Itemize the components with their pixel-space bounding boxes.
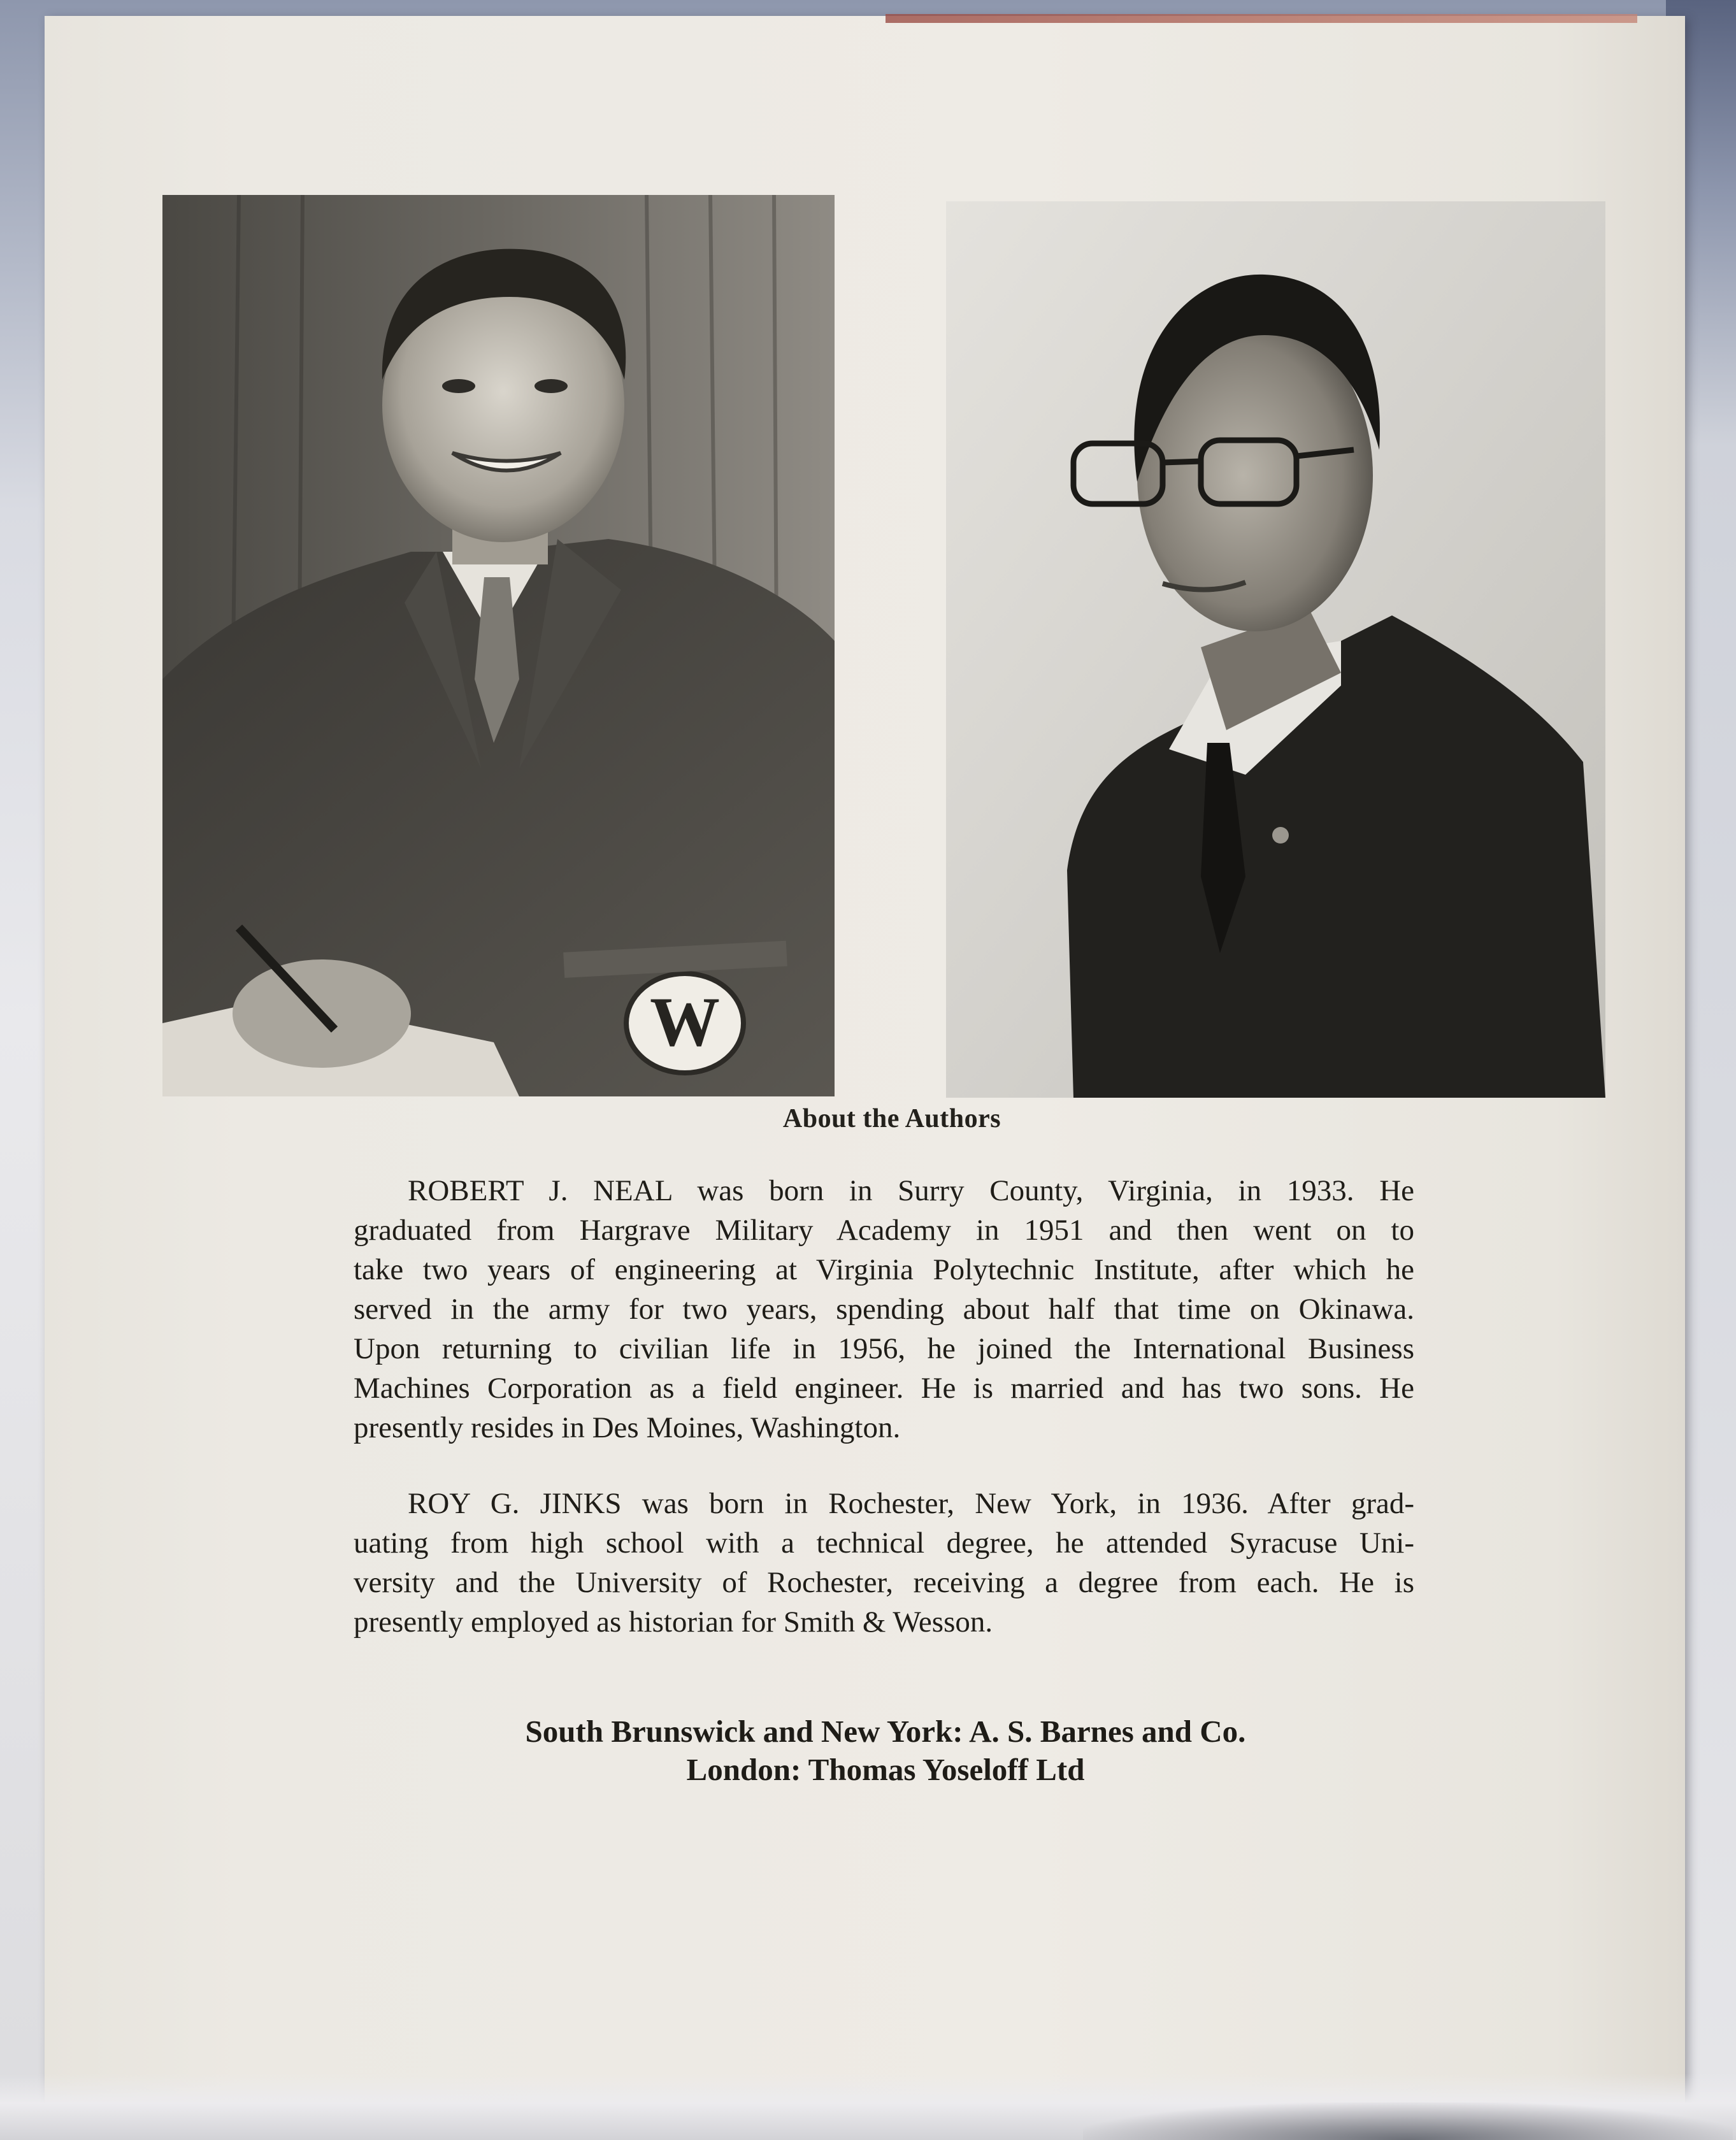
bio-line: served in the army for two years, spending about half that time on Okinawa.	[354, 1293, 1414, 1326]
bio-line: versity and the University of Rochester, receiving a degree from each. He is	[354, 1566, 1414, 1599]
bio-roy-jinks	[354, 1484, 1414, 1642]
bio-line: uating from high school with a technical degree, he attended Syracuse Uni-	[354, 1526, 1414, 1560]
svg-text:W: W	[650, 983, 720, 1061]
bio-line: take two years of engineering at Virginia Polytechnic Institute, after which he	[354, 1253, 1414, 1286]
bio-robert-neal	[354, 1171, 1414, 1447]
bio-line: graduated from Hargrave Military Academy in 1951 and then went on to	[354, 1214, 1414, 1247]
bottom-curl-shadow	[1083, 2102, 1733, 2140]
jinks-portrait-illustration	[946, 201, 1605, 1098]
page-heading: About the Authors	[782, 1104, 1001, 1133]
bio-line: Machines Corporation as a field engineer. He is married and has two sons. He	[354, 1372, 1414, 1405]
bio-line: presently employed as historian for Smith & Wesson.	[354, 1605, 993, 1639]
neal-portrait-illustration	[162, 195, 835, 1096]
bio-line: ROBERT J. NEAL was born in Surry County, Virginia, in 1933. He	[408, 1174, 1414, 1207]
bio-line: presently resides in Des Moines, Washington.	[354, 1411, 901, 1444]
author-photo-neal	[162, 195, 835, 1096]
sw-badge-icon	[626, 973, 743, 1073]
jacket-top-edge	[886, 14, 1637, 23]
author-photo-jinks	[946, 201, 1605, 1098]
bio-line: Upon returning to civilian life in 1956, he joined the International Business	[354, 1332, 1414, 1365]
publisher-line-1: South Brunswick and New York: A. S. Barnes and Co.	[525, 1714, 1246, 1749]
bio-line: ROY G. JINKS was born in Rochester, New York, in 1936. After grad-	[408, 1487, 1414, 1520]
publisher-line-2: London: Thomas Yoseloff Ltd	[686, 1752, 1085, 1787]
